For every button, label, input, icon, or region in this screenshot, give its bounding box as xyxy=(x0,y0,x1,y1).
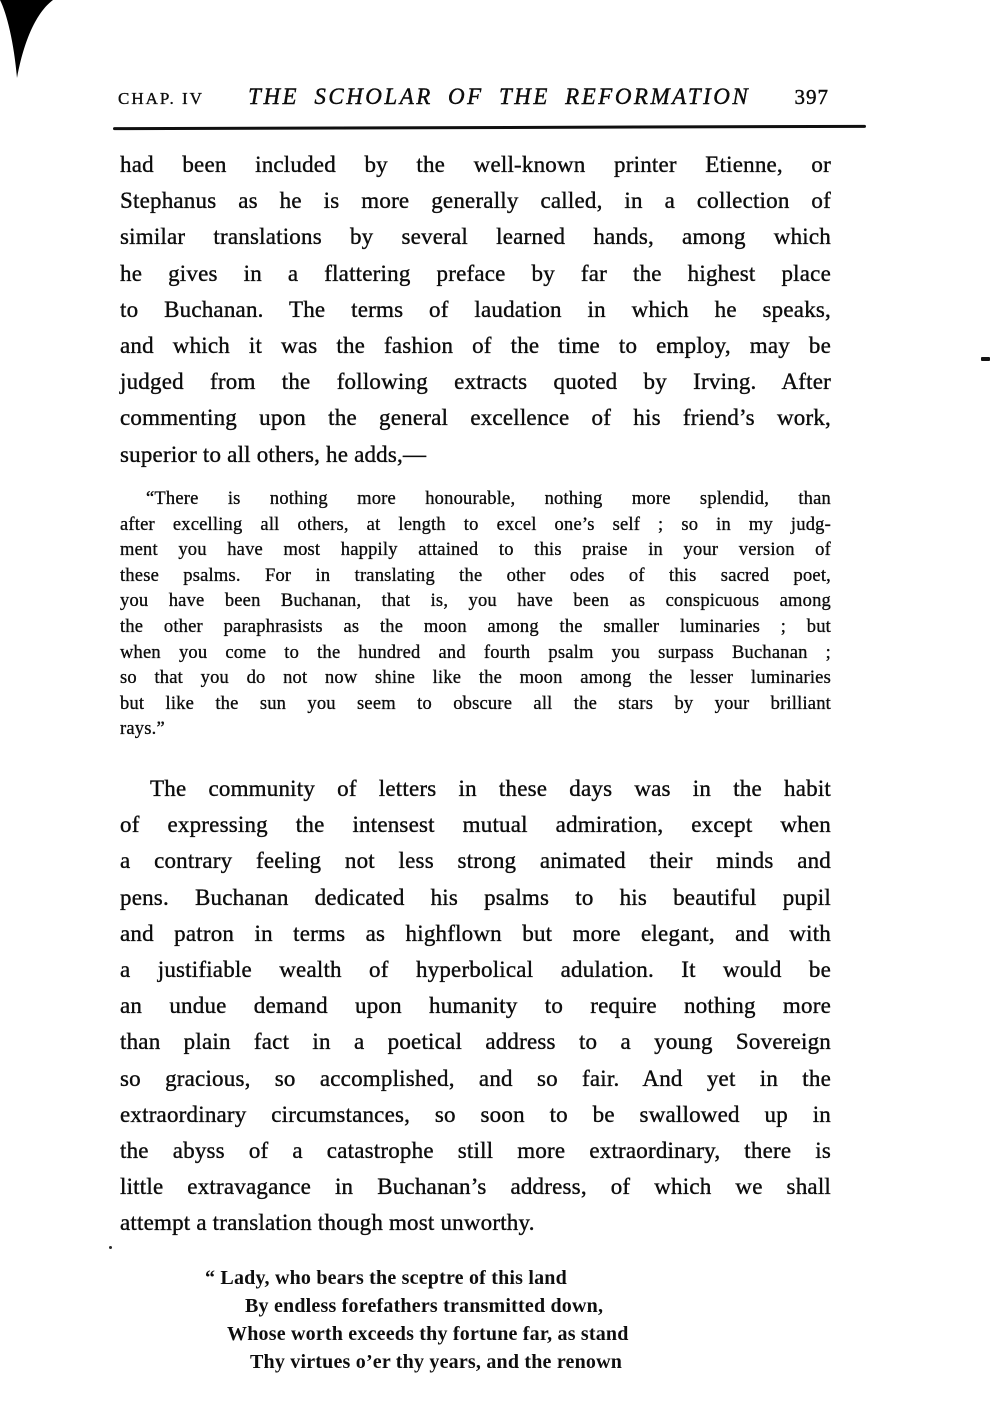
header-rule xyxy=(113,125,866,130)
text-line: little extravagance in Buchanan’s address, of which we shall xyxy=(120,1174,831,1200)
quote-line: rays.” xyxy=(120,719,165,740)
ink-smudge xyxy=(0,0,62,82)
text-line: a justifiable wealth of hyperbolical adulation. It would be xyxy=(120,956,831,982)
chapter-label: CHAP. IV xyxy=(118,89,204,108)
running-title: THE SCHOLAR OF THE REFORMATION xyxy=(248,84,751,109)
text-line: extraordinary circumstances, so soon to be swallowed up in xyxy=(120,1101,831,1127)
quote-line: ment you have most happily attained to this praise in your version of xyxy=(120,540,831,561)
text-line: had been included by the well-known printer Etienne, or xyxy=(120,152,831,177)
text-line: pens. Buchanan dedicated his psalms to his beautiful pupil xyxy=(120,884,831,910)
text-line: commenting upon the general excellence of his friend’s work, xyxy=(120,405,831,431)
text-line: Stephanus as he is more generally called, in a collection of xyxy=(120,188,831,214)
text-line: so gracious, so accomplished, and so fair. And yet in the xyxy=(120,1065,831,1091)
paragraph-1 xyxy=(120,147,831,473)
text-line: than plain fact in a poetical address to a young Sovereign xyxy=(120,1029,831,1055)
text-line: of expressing the intensest mutual admiration, except when xyxy=(120,812,831,838)
text-line: a contrary feeling not less strong animated their minds and xyxy=(120,848,831,874)
text-line: attempt a translation though most unworthy. xyxy=(120,1210,535,1236)
quote-line: these psalms. For in translating the other odes of this sacred poet, xyxy=(120,565,831,586)
quote-line: when you come to the hundred and fourth psalm you surpass Buchanan ; xyxy=(120,642,831,663)
page-header xyxy=(118,84,829,110)
block-quote xyxy=(120,487,831,743)
scan-artifact-dot xyxy=(109,1246,112,1249)
text-line: to Buchanan. The terms of laudation in which he speaks, xyxy=(120,296,831,322)
quote-line: the other paraphrasists as the moon among the smaller luminaries ; but xyxy=(120,616,831,637)
text-line: he gives in a flattering preface by far the highest place xyxy=(120,260,831,286)
text-line: the abyss of a catastrophe still more extraordinary, there is xyxy=(120,1137,831,1163)
text-line: superior to all others, he adds,— xyxy=(120,441,427,467)
quote-line: but like the sun you seem to obscure all the stars by your brilliant xyxy=(120,693,831,714)
text-line: and which it was the fashion of the time to employ, may be xyxy=(120,332,831,358)
text-line: an undue demand upon humanity to require nothing more xyxy=(120,993,831,1019)
poem-verse xyxy=(205,1264,805,1376)
text-line: judged from the following extracts quoted by Irving. After xyxy=(120,369,831,395)
poem-line: Whose worth exceeds thy fortune far, as stand xyxy=(227,1323,629,1345)
text-line: The community of letters in these days was in the habit xyxy=(150,776,831,801)
poem-line: Thy virtues o’er thy years, and the renown xyxy=(250,1351,623,1373)
text-line: and patron in terms as highflown but more elegant, and with xyxy=(120,920,831,946)
quote-line: so that you do not now shine like the moon among the lesser luminaries xyxy=(120,668,831,689)
quote-line: “There is nothing more honourable, nothing more splendid, than xyxy=(146,489,831,509)
scan-artifact-dash xyxy=(981,357,990,361)
poem-line: By endless forefathers transmitted down, xyxy=(245,1295,604,1317)
quote-line: you have been Buchanan, that is, you have been as conspicuous among xyxy=(120,591,831,612)
poem-line: “ Lady, who bears the sceptre of this land xyxy=(205,1267,567,1289)
paragraph-2 xyxy=(120,771,831,1241)
quote-line: after excelling all others, at length to excel one’s self ; so in my judg- xyxy=(120,514,831,535)
text-line: similar translations by several learned hands, among which xyxy=(120,224,831,250)
page-number: 397 xyxy=(794,85,829,109)
